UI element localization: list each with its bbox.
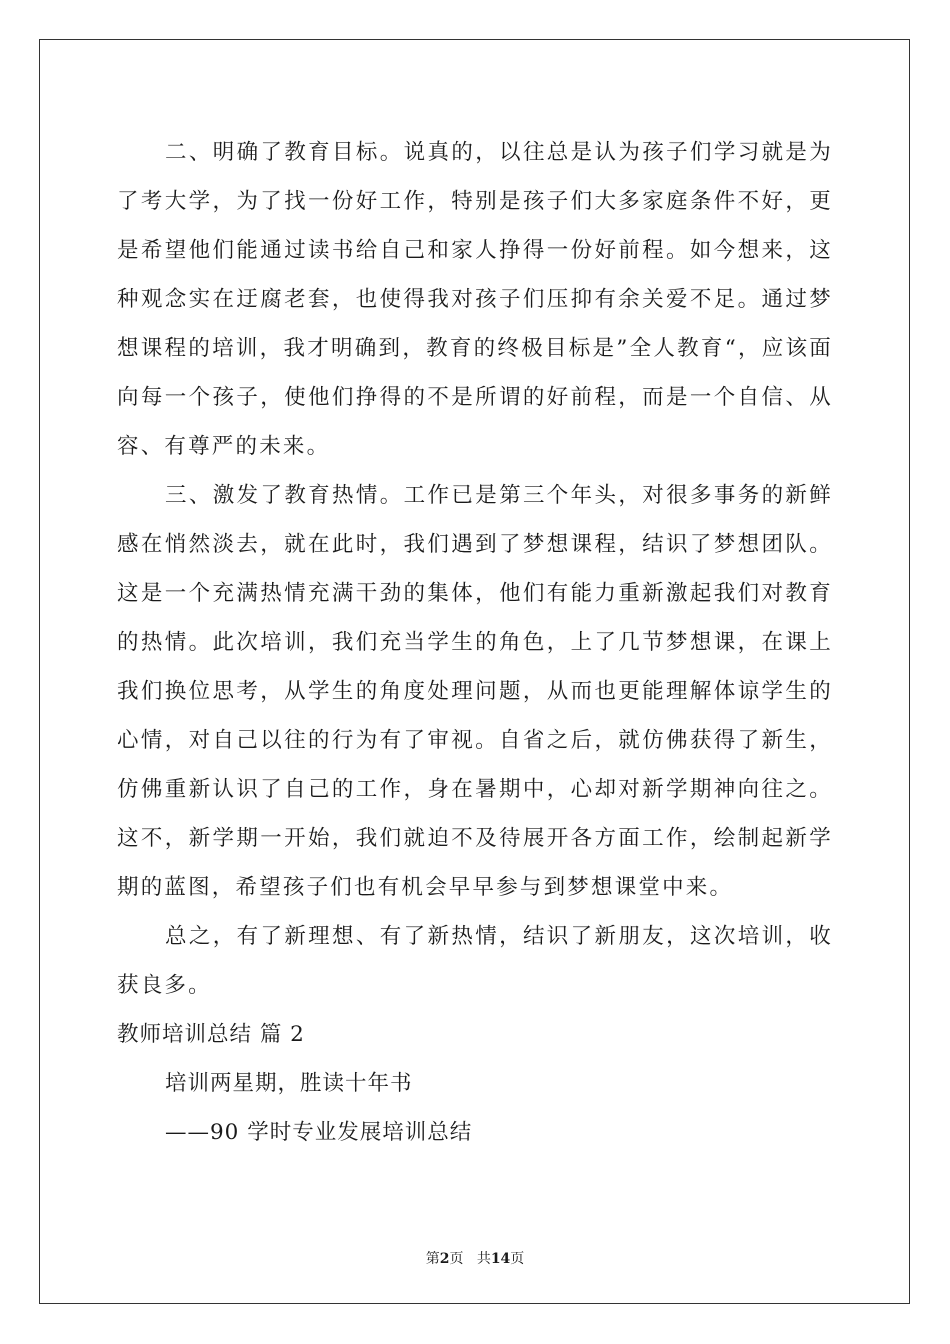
paragraph-education-goal: 二、明确了教育目标。说真的，以往总是认为孩子们学习就是为了考大学，为了找一份好工作，特别是孩子们大多家庭条件不好，更是希望他们能通过读书给自己和家人挣得一份好前程。如今想来，这种观念实在迂腐老套，也使得我对孩子们压抑有余关爱不足。通过梦想课程的培训，我才明确到，教育的终极目标是”全人教育“，应该面向每一个孩子，使他们挣得的不是所谓的好前程，而是一个自信、从容、有尊严的未来。 bbox=[117, 140, 833, 459]
paragraph-summary: 总之，有了新理想、有了新热情，结识了新朋友，这次培训，收获良多。 bbox=[117, 924, 833, 998]
subtitle-title: 培训两星期，胜读十年书 bbox=[165, 1071, 413, 1096]
total-prefix: 共 bbox=[476, 1251, 491, 1267]
page-prefix: 第 bbox=[425, 1251, 440, 1267]
section-heading: 教师培训总结 篇 2 bbox=[117, 1022, 305, 1047]
total-pages: 14 bbox=[490, 1251, 511, 1267]
paragraph-education-passion: 三、激发了教育热情。工作已是第三个年头，对很多事务的新鲜感在悄然淡去，就在此时，我们遇到了梦想课程，结识了梦想团队。这是一个充满热情充满干劲的集体，他们有能力重新激起我们对教育的热情。此次培训，我们充当学生的角色，上了几节梦想课，在课上我们换位思考，从学生的角度处理问题，从而也更能理解体谅学生的心情，对自己以往的行为有了审视。自省之后，就仿佛获得了新生，仿佛重新认识了自己的工作，身在暑期中，心却对新学期神向往之。这不，新学期一开始，我们就迫不及待展开各方面工作，绘制起新学期的蓝图，希望孩子们也有机会早早参与到梦想课堂中来。 bbox=[117, 483, 833, 900]
page-suffix: 页 bbox=[449, 1251, 464, 1267]
page-footer bbox=[0, 1248, 950, 1268]
document-body bbox=[117, 128, 833, 1157]
subtitle-subtitle: ——90 学时专业发展培训总结 bbox=[165, 1120, 473, 1145]
total-suffix: 页 bbox=[510, 1251, 525, 1267]
page-number: 2 bbox=[439, 1251, 450, 1267]
